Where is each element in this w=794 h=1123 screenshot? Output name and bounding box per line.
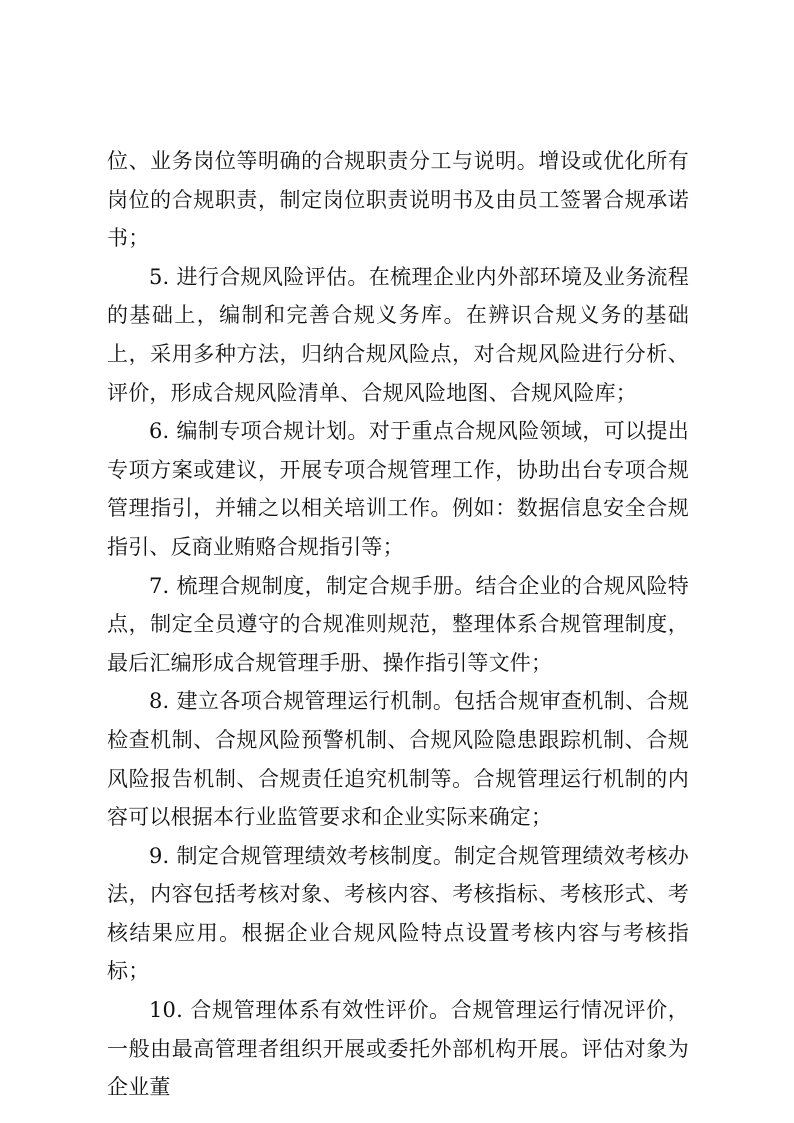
paragraph-item-6: 6. 编制专项合规计划。对于重点合规风险领域，可以提出专项方案或建议，开展专项合规管理工作，协助出台专项合规管理指引，并辅之以相关培训工作。例如：数据信息安全合规指引、反商业贿赂合规指引等； (107, 419, 689, 559)
paragraph-continuation: 位、业务岗位等明确的合规职责分工与说明。增设或优化所有岗位的合规职责，制定岗位职责说明书及由员工签署合规承诺书； (107, 149, 689, 251)
paragraph-item-9: 9. 制定合规管理绩效考核制度。制定合规管理绩效考核办法，内容包括考核对象、考核内容、考核指标、考核形式、考核结果应用。根据企业合规风险特点设置考核内容与考核指标； (107, 843, 689, 984)
paragraph-item-7: 7. 梳理合规制度，制定合规手册。结合企业的合规风险特点，制定全员遵守的合规准则规范，整理体系合规管理制度，最后汇编形成合规管理手册、操作指引等文件； (107, 573, 689, 675)
paragraph-item-10: 10. 合规管理体系有效性评价。合规管理运行情况评价，一般由最高管理者组织开展或委托外部机构开展。评估对象为企业董 (107, 998, 689, 1100)
body-text (107, 142, 689, 1107)
paragraph-item-5: 5. 进行合规风险评估。在梳理企业内外部环境及业务流程的基础上，编制和完善合规义务库。在辨识合规义务的基础上，采用多种方法，归纳合规风险点，对合规风险进行分析、评价，形成合规风险清单、合规风险地图、合规风险库； (107, 264, 689, 405)
paragraph-item-8: 8. 建立各项合规管理运行机制。包括合规审查机制、合规检查机制、合规风险预警机制、合规风险隐患跟踪机制、合规风险报告机制、合规责任追究机制等。合规管理运行机制的内容可以根据本行业监管要求和企业实际来确定； (107, 689, 689, 830)
